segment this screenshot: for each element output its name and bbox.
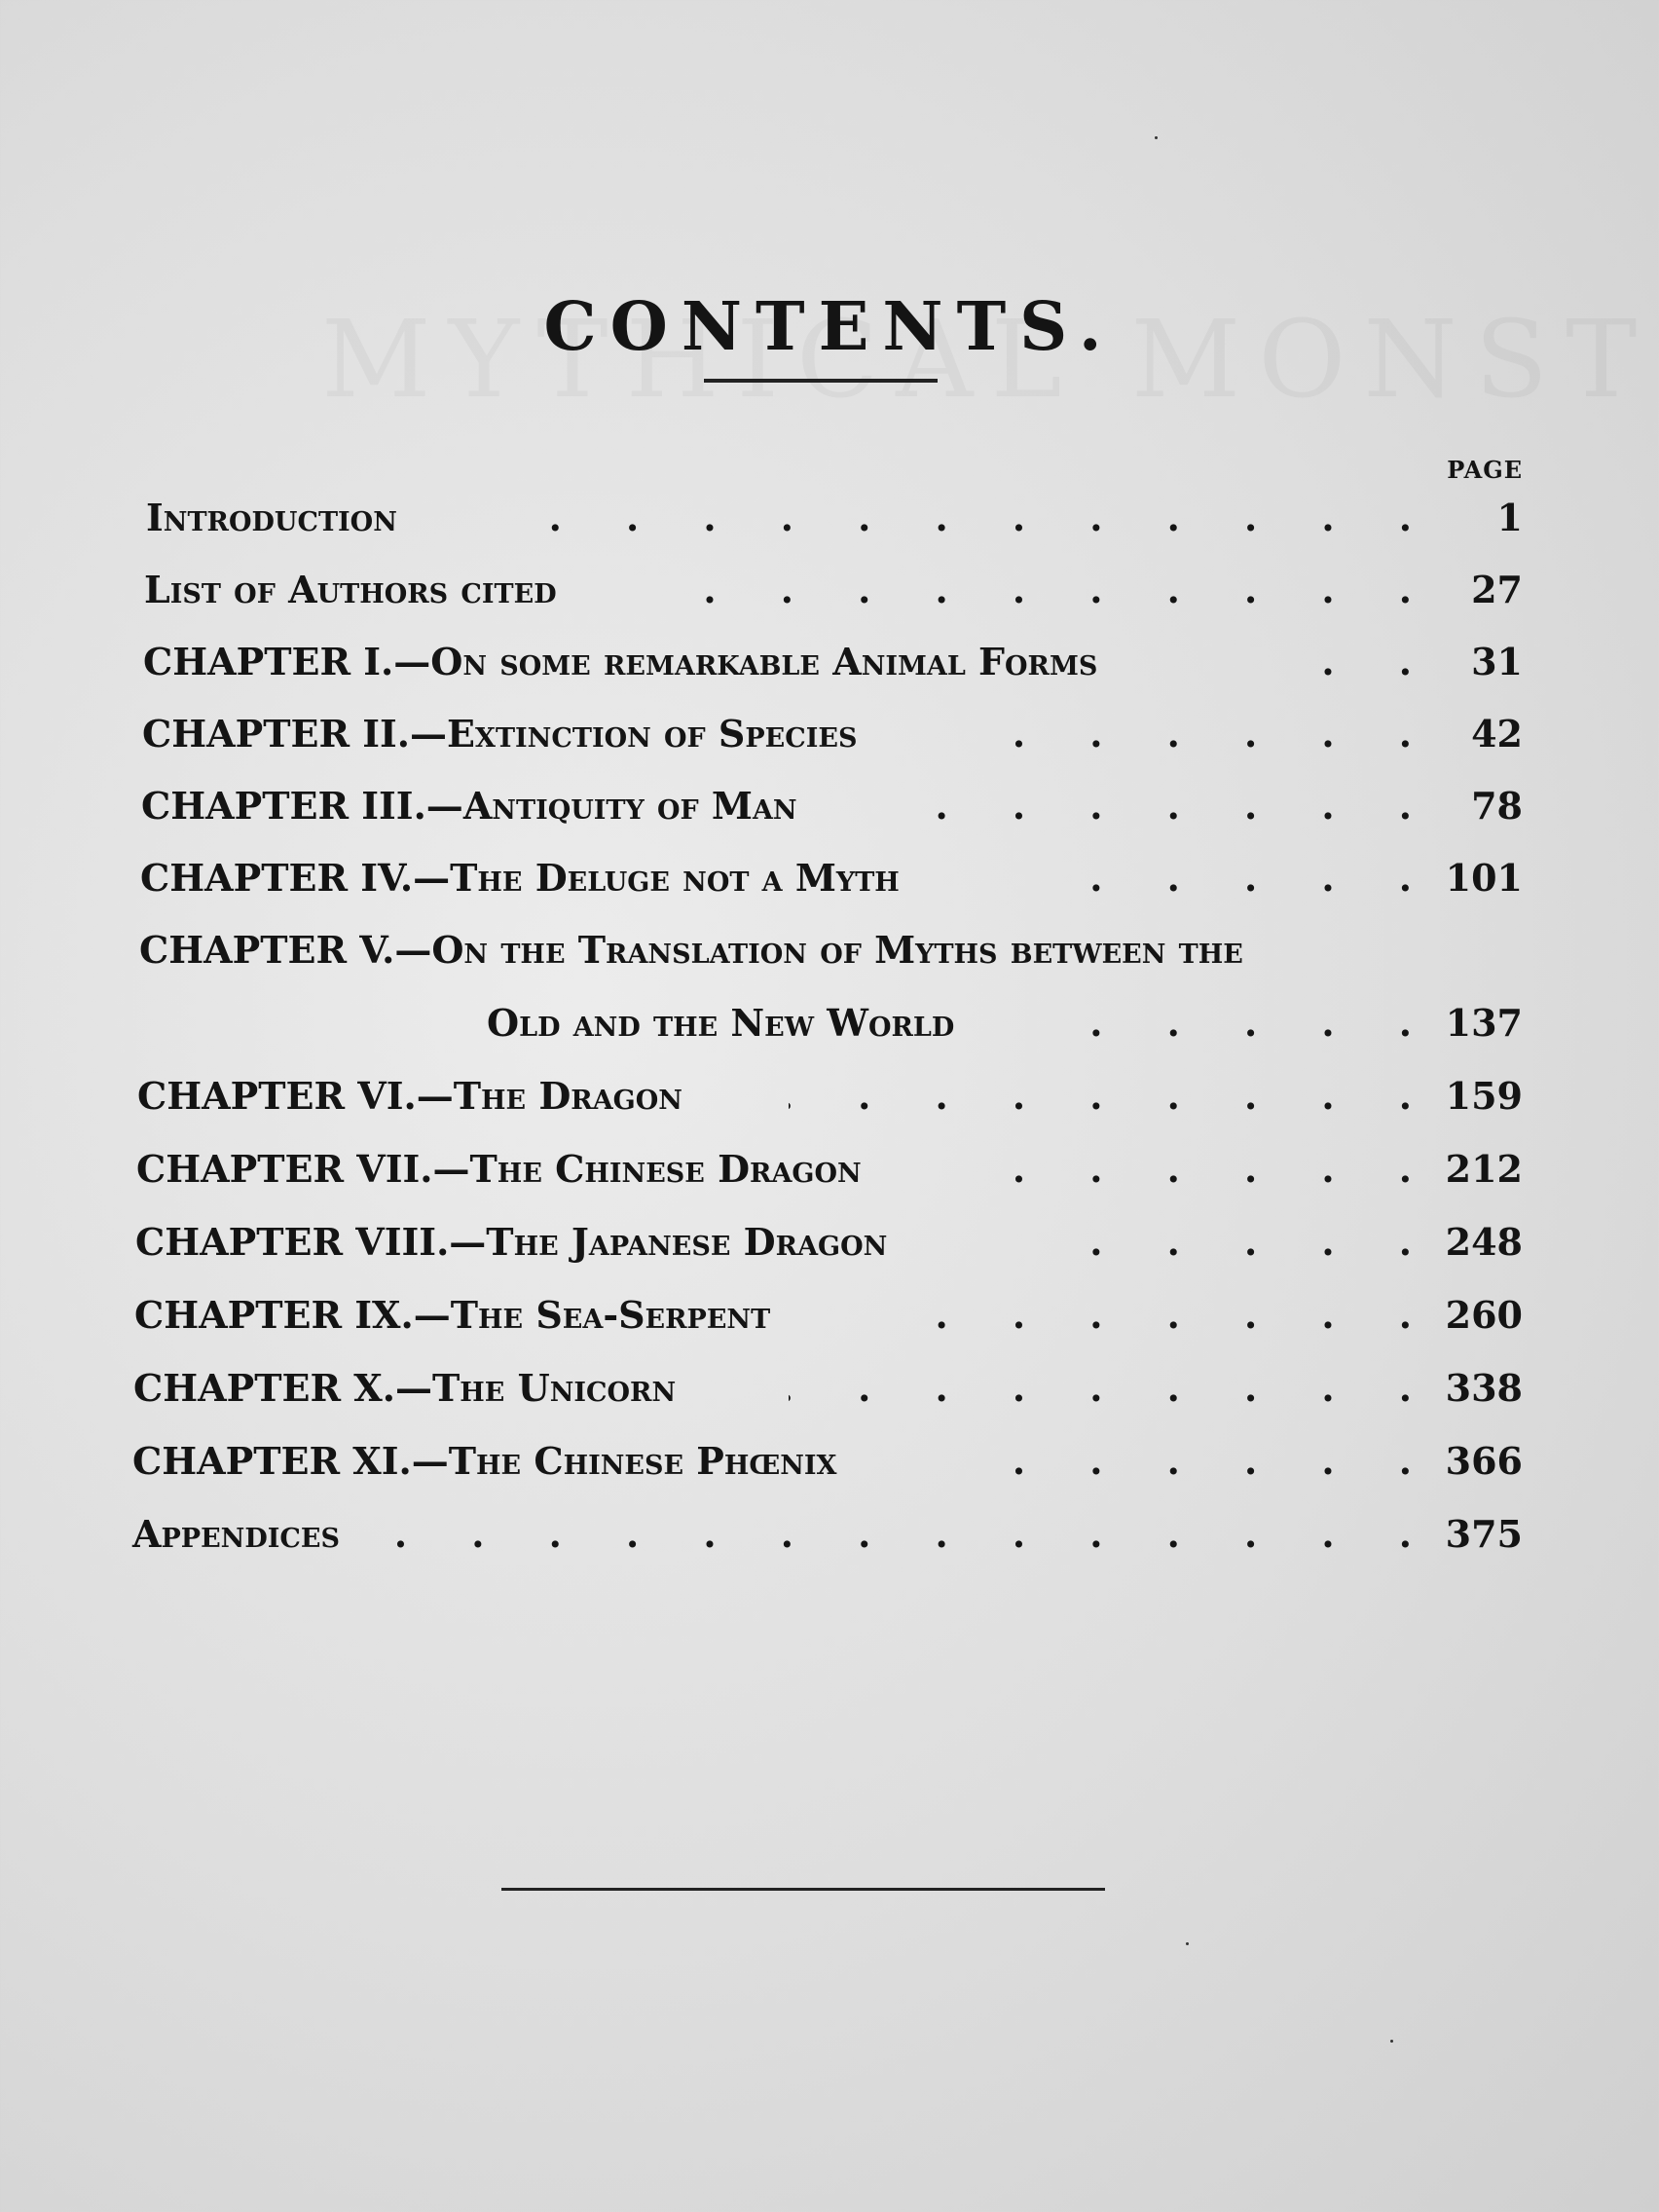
- entry-title: CHAPTER VI.—The Dragon: [137, 1074, 682, 1118]
- toc-entry-chapter-7: [0, 1140, 1659, 1198]
- entry-title: CHAPTER V.—On the Translation of Myths between the: [139, 928, 1243, 972]
- toc-entry-chapter-5-continued: [0, 994, 1659, 1052]
- dot-leader: [983, 1147, 1412, 1191]
- toc-entry-authors: [0, 561, 1659, 619]
- page-number: 212: [1445, 1147, 1523, 1191]
- toc-entry-introduction: [0, 489, 1659, 547]
- entry-title: List of Authors cited: [144, 568, 557, 611]
- page-number: 338: [1445, 1366, 1523, 1410]
- dot-leader: [394, 1512, 1412, 1556]
- entry-title: CHAPTER VIII.—The Japanese Dragon: [135, 1220, 888, 1264]
- toc-entry-chapter-3: [0, 777, 1659, 835]
- dot-leader: [1090, 856, 1412, 900]
- page-number: 101: [1445, 856, 1523, 900]
- dot-leader: [1285, 640, 1412, 683]
- entry-title: CHAPTER III.—Antiquity of Man: [141, 784, 797, 828]
- dot-leader: [983, 712, 1412, 756]
- page-number: 260: [1445, 1293, 1523, 1337]
- page-title: CONTENTS.: [543, 287, 1116, 366]
- dot-leader: [789, 1366, 1412, 1410]
- dot-leader: [492, 496, 1412, 539]
- entry-title: CHAPTER IV.—The Deluge not a Myth: [140, 856, 900, 900]
- entry-title: CHAPTER X.—The Unicorn: [133, 1366, 677, 1410]
- page-column-label: PAGE: [1447, 456, 1523, 484]
- entry-title: CHAPTER VII.—The Chinese Dragon: [136, 1147, 862, 1191]
- toc-entry-chapter-8: [0, 1213, 1659, 1272]
- dot-leader: [983, 1439, 1412, 1483]
- dot-leader: [901, 784, 1412, 828]
- dot-leader: [1081, 1220, 1412, 1264]
- entry-title: CHAPTER IX.—The Sea-Serpent: [134, 1293, 771, 1337]
- page-number: 31: [1471, 640, 1523, 683]
- page-number: 366: [1445, 1439, 1523, 1483]
- page-number: 248: [1445, 1220, 1523, 1264]
- page-number: 137: [1445, 1001, 1523, 1045]
- page-number: 159: [1445, 1074, 1523, 1118]
- entry-title: CHAPTER XI.—The Chinese Phœnix: [132, 1439, 837, 1483]
- page-number: 78: [1471, 784, 1523, 828]
- page-number: 27: [1471, 568, 1523, 611]
- bottom-rule: [501, 1888, 1105, 1891]
- toc-entry-appendices: [0, 1505, 1659, 1564]
- paper-speck: [1390, 2040, 1393, 2043]
- page-number: 42: [1471, 712, 1523, 756]
- toc-entry-chapter-6: [0, 1067, 1659, 1125]
- page-number: 1: [1496, 496, 1523, 539]
- entry-title: CHAPTER I.—On some remarkable Animal Forms: [143, 640, 1098, 683]
- entry-title: Introduction: [146, 496, 397, 539]
- toc-entry-chapter-4: [0, 849, 1659, 907]
- entry-title: CHAPTER II.—Extinction of Species: [142, 712, 858, 756]
- dot-leader: [789, 1074, 1412, 1118]
- dot-leader: [1081, 1001, 1412, 1045]
- toc-entry-chapter-11: [0, 1432, 1659, 1491]
- page-number: 375: [1445, 1512, 1523, 1556]
- entry-title: Appendices: [132, 1512, 340, 1556]
- toc-entry-chapter-5: [0, 921, 1659, 979]
- paper-speck: [1186, 1942, 1189, 1945]
- toc-entry-chapter-10: [0, 1359, 1659, 1418]
- dot-leader: [886, 1293, 1412, 1337]
- paper-speck: [1155, 136, 1158, 139]
- toc-entry-chapter-2: [0, 705, 1659, 763]
- toc-entry-chapter-9: [0, 1286, 1659, 1345]
- dot-leader: [691, 568, 1412, 611]
- toc-entry-chapter-1: [0, 633, 1659, 691]
- entry-title-continued: Old and the New World: [487, 1001, 955, 1045]
